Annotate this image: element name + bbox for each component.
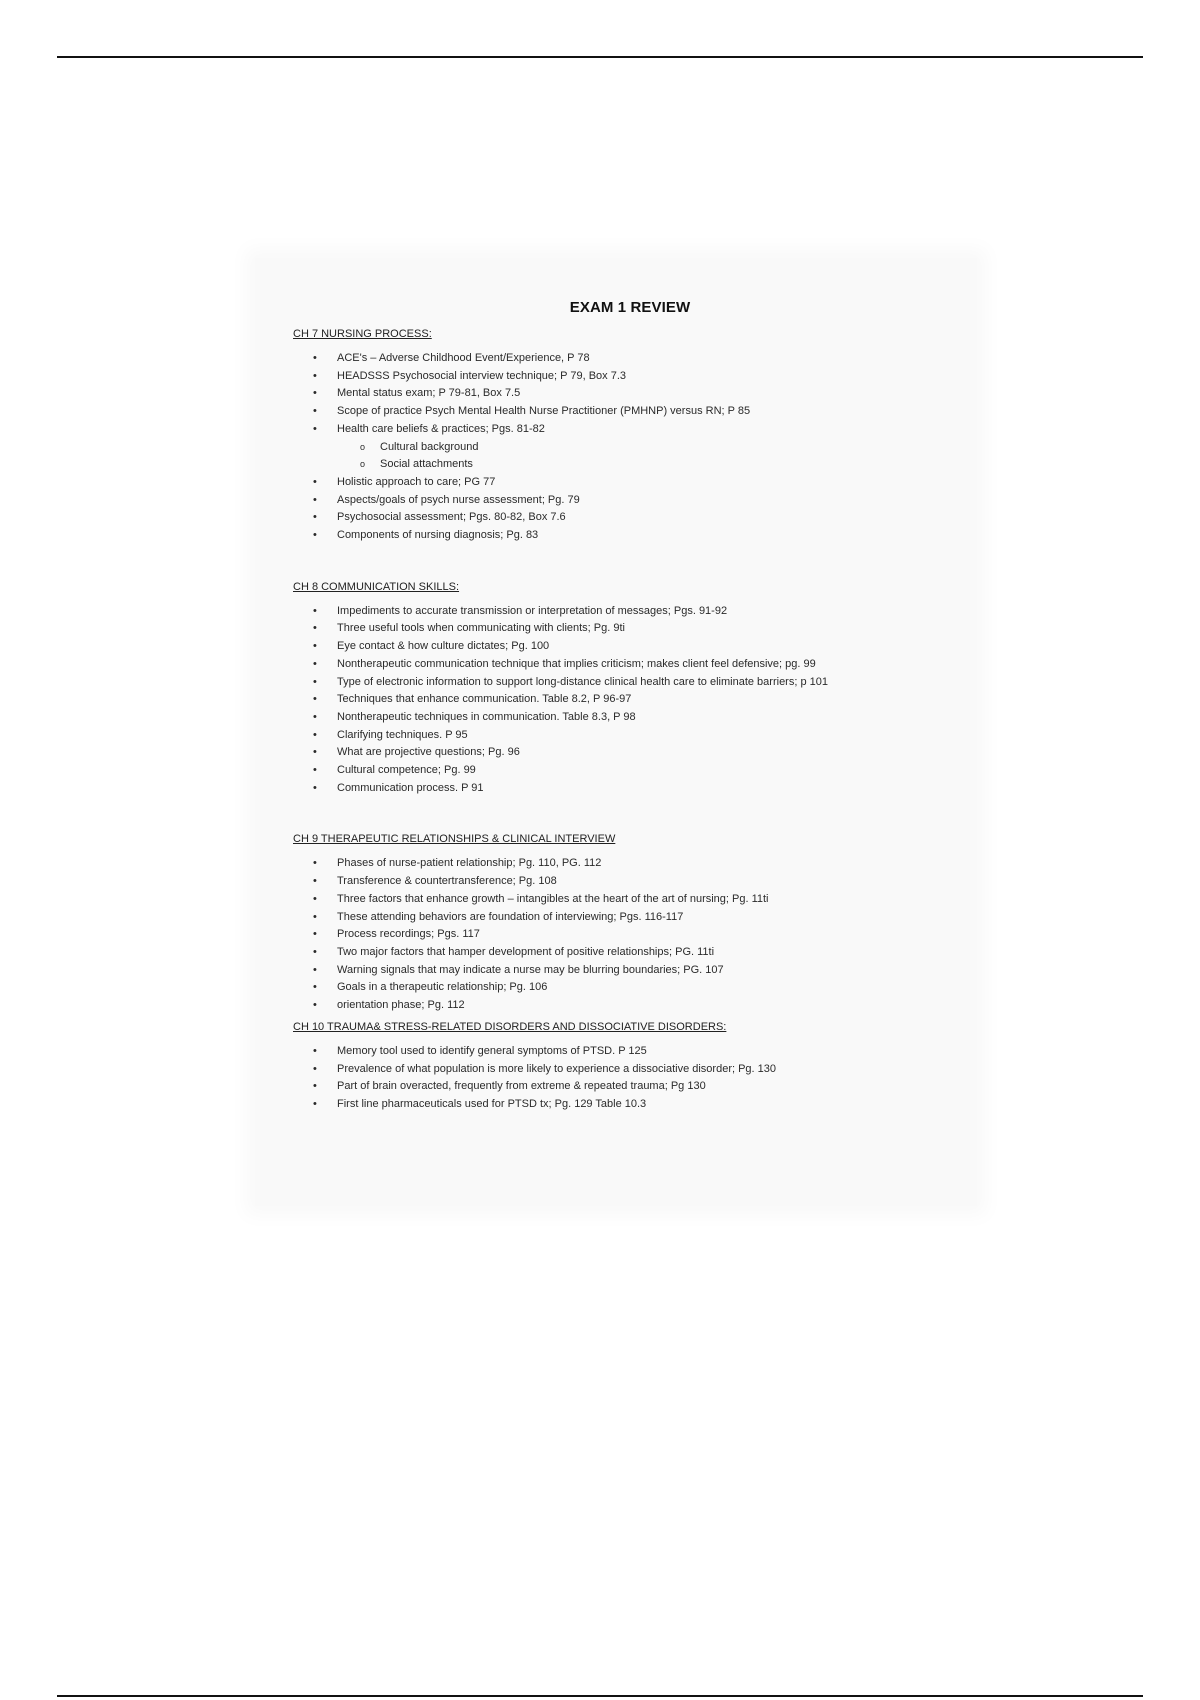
section-ch10 (293, 1021, 967, 1114)
document-title: EXAM 1 REVIEW (569, 299, 691, 316)
list-item: • Three factors that enhance growth – intangibles at the heart of the art of nursing; Pg. 11ti (293, 891, 967, 909)
list-item: • What are projective questions; Pg. 96 (293, 744, 967, 762)
list-item: • Scope of practice Psych Mental Health Nurse Practitioner (PMHNP) versus RN; P 85 (293, 403, 967, 421)
list-item: • Communication process. P 91 (293, 780, 967, 798)
list-item: • Part of brain overacted, frequently from extreme & repeated trauma; Pg 130 (293, 1078, 967, 1096)
section-ch8 (293, 581, 967, 798)
section-heading: CH 8 COMMUNICATION SKILLS: (293, 580, 460, 593)
list-item: • Holistic approach to care; PG 77 (293, 474, 967, 492)
bullet-list (293, 1043, 967, 1114)
list-item: • Process recordings; Pgs. 117 (293, 926, 967, 944)
list-item: • Nontherapeutic communication technique that implies criticism; makes client feel defensive; pg. 99 (293, 656, 967, 674)
list-item: • Impediments to accurate transmission or interpretation of messages; Pgs. 91-92 (293, 603, 967, 621)
list-item: • Type of electronic information to support long-distance clinical health care to eliminate barriers; p 101 (293, 674, 967, 692)
section-ch9 (293, 833, 967, 1014)
list-item: • Warning signals that may indicate a nurse may be blurring boundaries; PG. 107 (293, 962, 967, 980)
list-item: • Techniques that enhance communication. Table 8.2, P 96-97 (293, 691, 967, 709)
list-item: • orientation phase; Pg. 112 (293, 997, 967, 1015)
document-page (255, 258, 977, 1206)
list-item: • Cultural competence; Pg. 99 (293, 762, 967, 780)
list-item: • Clarifying techniques. P 95 (293, 727, 967, 745)
list-item: • Mental status exam; P 79-81, Box 7.5 (293, 385, 967, 403)
document-content (293, 299, 967, 1114)
list-item: • Goals in a therapeutic relationship; Pg. 106 (293, 979, 967, 997)
list-item: • First line pharmaceuticals used for PTSD tx; Pg. 129 Table 10.3 (293, 1096, 967, 1114)
bullet-list (293, 603, 967, 798)
bullet-list (293, 350, 967, 545)
list-item: • Phases of nurse-patient relationship; Pg. 110, PG. 112 (293, 855, 967, 873)
bullet-list (293, 855, 967, 1014)
section-heading: CH 9 THERAPEUTIC RELATIONSHIPS & CLINICAL INTERVIEW (293, 833, 616, 846)
list-item: • Eye contact & how culture dictates; Pg. 100 (293, 638, 967, 656)
top-rule (57, 56, 1143, 58)
sub-list-item: o Social attachments (293, 456, 967, 474)
section-heading: CH 10 TRAUMA& STRESS-RELATED DISORDERS AND DISSOCIATIVE DISORDERS: (293, 1020, 727, 1033)
list-item: • Prevalence of what population is more likely to experience a dissociative disorder; Pg. 130 (293, 1061, 967, 1079)
list-item: • Psychosocial assessment; Pgs. 80-82, Box 7.6 (293, 509, 967, 527)
list-item: • Three useful tools when communicating with clients; Pg. 9ti (293, 620, 967, 638)
list-item: • Transference & countertransference; Pg. 108 (293, 873, 967, 891)
list-item: • Aspects/goals of psych nurse assessment; Pg. 79 (293, 492, 967, 510)
section-ch7 (293, 328, 967, 545)
list-item: • Components of nursing diagnosis; Pg. 83 (293, 527, 967, 545)
list-item: • Health care beliefs & practices; Pgs. 81-82 (293, 421, 967, 439)
bottom-rule (57, 1695, 1143, 1697)
section-heading: CH 7 NURSING PROCESS: (293, 328, 432, 340)
list-item: • Two major factors that hamper development of positive relationships; PG. 11ti (293, 944, 967, 962)
list-item: • Nontherapeutic techniques in communication. Table 8.3, P 98 (293, 709, 967, 727)
sub-list-item: o Cultural background (293, 439, 967, 457)
list-item: • HEADSSS Psychosocial interview technique; P 79, Box 7.3 (293, 368, 967, 386)
list-item: • These attending behaviors are foundation of interviewing; Pgs. 116-117 (293, 909, 967, 927)
list-item: • ACE's – Adverse Childhood Event/Experience, P 78 (293, 350, 967, 368)
list-item: • Memory tool used to identify general symptoms of PTSD. P 125 (293, 1043, 967, 1061)
